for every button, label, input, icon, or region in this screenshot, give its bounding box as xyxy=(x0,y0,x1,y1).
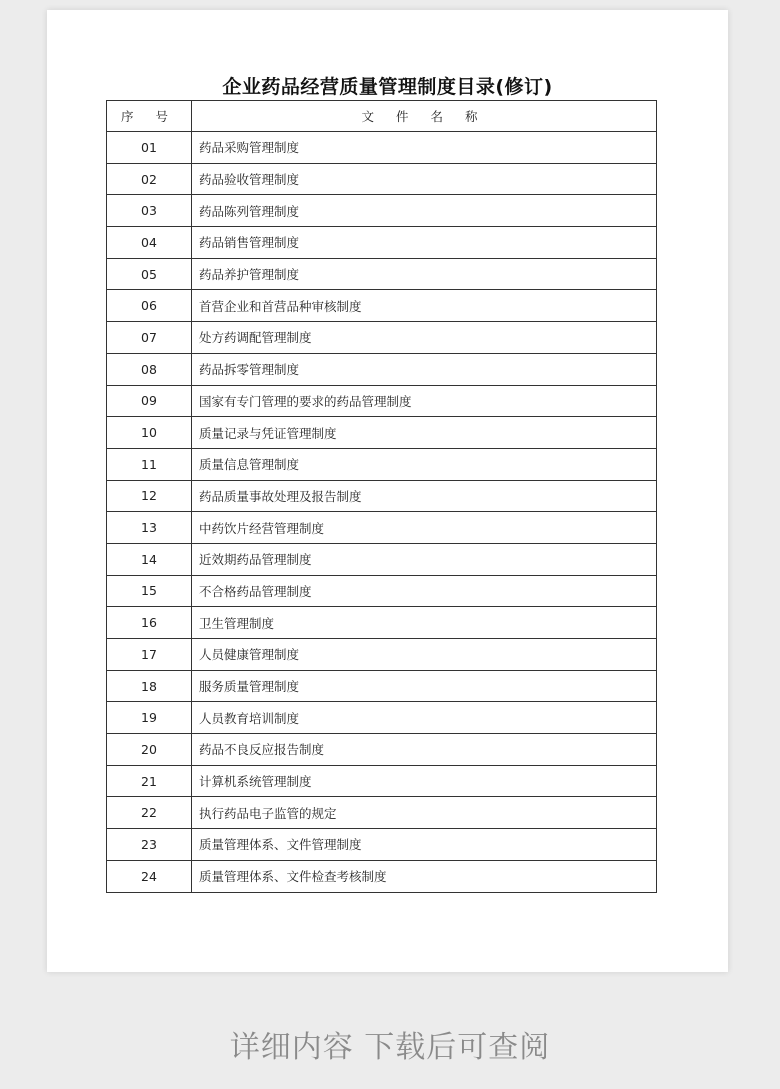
row-number: 19 xyxy=(107,702,192,734)
table-row xyxy=(107,543,657,575)
row-number: 03 xyxy=(107,195,192,227)
row-file-name: 计算机系统管理制度 xyxy=(192,765,657,797)
row-number: 15 xyxy=(107,575,192,607)
row-number: 22 xyxy=(107,797,192,829)
row-file-name: 服务质量管理制度 xyxy=(192,670,657,702)
row-file-name: 质量记录与凭证管理制度 xyxy=(192,417,657,449)
row-file-name: 质量管理体系、文件检查考核制度 xyxy=(192,860,657,892)
row-number: 08 xyxy=(107,353,192,385)
row-number: 12 xyxy=(107,480,192,512)
row-file-name: 药品拆零管理制度 xyxy=(192,353,657,385)
row-number: 20 xyxy=(107,734,192,766)
table-header-row xyxy=(107,101,657,132)
table-row xyxy=(107,702,657,734)
table-row xyxy=(107,195,657,227)
row-file-name: 药品验收管理制度 xyxy=(192,163,657,195)
row-file-name: 近效期药品管理制度 xyxy=(192,543,657,575)
table-row xyxy=(107,829,657,861)
table-row xyxy=(107,385,657,417)
row-number: 24 xyxy=(107,860,192,892)
row-file-name: 执行药品电子监管的规定 xyxy=(192,797,657,829)
row-number: 16 xyxy=(107,607,192,639)
row-file-name: 首营企业和首营品种审核制度 xyxy=(192,290,657,322)
row-file-name: 处方药调配管理制度 xyxy=(192,322,657,354)
table-row xyxy=(107,417,657,449)
row-file-name: 药品质量事故处理及报告制度 xyxy=(192,480,657,512)
table-row xyxy=(107,734,657,766)
table-row xyxy=(107,765,657,797)
table-row xyxy=(107,227,657,259)
row-number: 14 xyxy=(107,543,192,575)
row-number: 18 xyxy=(107,670,192,702)
row-file-name: 中药饮片经营管理制度 xyxy=(192,512,657,544)
download-hint: 详细内容 下载后可查阅 xyxy=(229,1030,551,1065)
table-row xyxy=(107,132,657,164)
row-number: 10 xyxy=(107,417,192,449)
row-number: 05 xyxy=(107,258,192,290)
header-file-name: 文 件 名 称 xyxy=(192,101,657,132)
row-number: 13 xyxy=(107,512,192,544)
row-file-name: 人员教育培训制度 xyxy=(192,702,657,734)
table-row xyxy=(107,575,657,607)
row-number: 01 xyxy=(107,132,192,164)
row-file-name: 不合格药品管理制度 xyxy=(192,575,657,607)
row-file-name: 国家有专门管理的要求的药品管理制度 xyxy=(192,385,657,417)
row-file-name: 药品采购管理制度 xyxy=(192,132,657,164)
row-number: 21 xyxy=(107,765,192,797)
row-file-name: 质量信息管理制度 xyxy=(192,448,657,480)
row-number: 11 xyxy=(107,448,192,480)
row-file-name: 质量管理体系、文件管理制度 xyxy=(192,829,657,861)
row-number: 06 xyxy=(107,290,192,322)
table-row xyxy=(107,322,657,354)
table-row xyxy=(107,512,657,544)
document-page xyxy=(47,10,728,972)
row-number: 09 xyxy=(107,385,192,417)
table-row xyxy=(107,797,657,829)
row-number: 07 xyxy=(107,322,192,354)
table-row xyxy=(107,607,657,639)
row-file-name: 人员健康管理制度 xyxy=(192,639,657,671)
directory-table xyxy=(106,100,657,893)
table-body xyxy=(107,132,657,893)
table-row xyxy=(107,480,657,512)
table-row xyxy=(107,258,657,290)
row-file-name: 药品销售管理制度 xyxy=(192,227,657,259)
row-file-name: 药品养护管理制度 xyxy=(192,258,657,290)
row-number: 17 xyxy=(107,639,192,671)
row-number: 23 xyxy=(107,829,192,861)
header-serial-number: 序 号 xyxy=(107,101,192,132)
table-row xyxy=(107,353,657,385)
row-file-name: 卫生管理制度 xyxy=(192,607,657,639)
table-row xyxy=(107,860,657,892)
table-row xyxy=(107,639,657,671)
row-number: 04 xyxy=(107,227,192,259)
document-title: 企业药品经营质量管理制度目录(修订) xyxy=(222,76,553,98)
row-file-name: 药品陈列管理制度 xyxy=(192,195,657,227)
table-row xyxy=(107,290,657,322)
table-row xyxy=(107,448,657,480)
table-row xyxy=(107,163,657,195)
row-file-name: 药品不良反应报告制度 xyxy=(192,734,657,766)
table-row xyxy=(107,670,657,702)
row-number: 02 xyxy=(107,163,192,195)
